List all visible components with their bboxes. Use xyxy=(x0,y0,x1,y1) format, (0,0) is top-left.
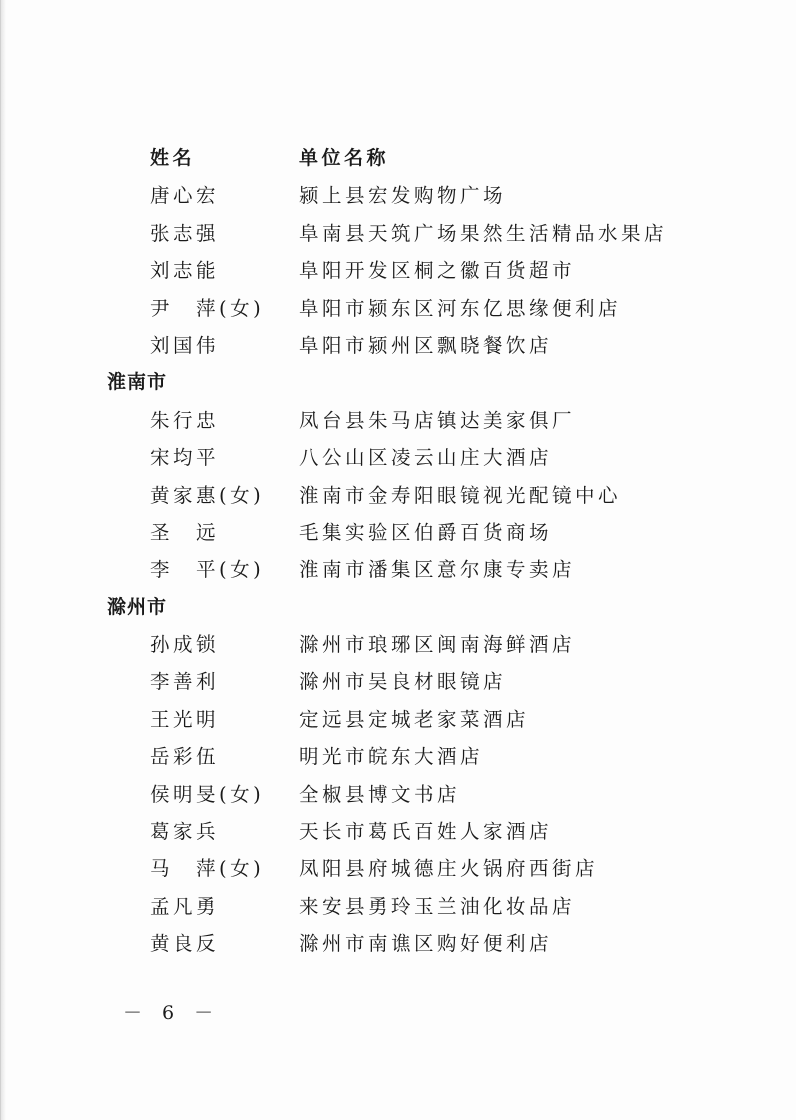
unit-name: 毛集实验区伯爵百货商场 xyxy=(299,520,553,544)
list-item xyxy=(1,925,796,962)
name-list xyxy=(1,140,796,963)
unit-name: 八公山区凌云山庄大酒店 xyxy=(299,446,553,470)
unit-column-header: 单位名称 xyxy=(299,147,390,169)
city-heading: 滁州市 xyxy=(107,595,168,618)
unit-name: 阜阳市颍州区飘晓餐饮店 xyxy=(299,333,553,357)
person-name: 黄家惠(女) xyxy=(150,483,265,507)
unit-name: 滁州市南谯区购好便利店 xyxy=(299,932,553,956)
list-item xyxy=(1,402,796,439)
table-header xyxy=(1,140,796,177)
unit-name: 淮南市金寿阳眼镜视光配镜中心 xyxy=(299,483,622,507)
list-item xyxy=(1,327,796,364)
unit-name: 阜阳市颍东区河东亿思缘便利店 xyxy=(299,296,622,320)
unit-name: 阜南县天筑广场果然生活精品水果店 xyxy=(299,221,668,245)
person-name: 马 萍(女) xyxy=(150,857,265,881)
person-name: 朱行忠 xyxy=(150,408,220,432)
person-name: 孙成锁 xyxy=(150,633,220,657)
person-name: 黄良反 xyxy=(150,932,220,956)
list-item xyxy=(1,290,796,327)
list-item xyxy=(1,514,796,551)
page-number: － 6 － xyxy=(123,1002,221,1024)
person-name: 刘志能 xyxy=(150,259,220,283)
person-name: 唐心宏 xyxy=(150,184,220,208)
list-item xyxy=(1,626,796,663)
unit-name: 颍上县宏发购物广场 xyxy=(299,184,507,208)
city-heading: 淮南市 xyxy=(107,371,168,394)
unit-name: 淮南市潘集区意尔康专卖店 xyxy=(299,558,576,582)
person-name: 李 平(女) xyxy=(150,558,265,582)
list-item xyxy=(1,776,796,813)
list-item xyxy=(1,439,796,476)
list-item xyxy=(1,252,796,289)
list-item xyxy=(1,477,796,514)
unit-name: 来安县勇玲玉兰油化妆品店 xyxy=(299,894,576,918)
list-item xyxy=(1,215,796,252)
person-name: 宋均平 xyxy=(150,446,220,470)
unit-name: 滁州市琅琊区闽南海鲜酒店 xyxy=(299,633,576,657)
list-item xyxy=(1,177,796,214)
city-heading-row xyxy=(1,589,796,626)
person-name: 尹 萍(女) xyxy=(150,296,265,320)
list-item xyxy=(1,850,796,887)
person-name: 张志强 xyxy=(150,221,220,245)
list-item xyxy=(1,551,796,588)
unit-name: 明光市皖东大酒店 xyxy=(299,745,484,769)
person-name: 圣 远 xyxy=(150,520,220,544)
name-column-header: 姓名 xyxy=(150,147,196,169)
list-item xyxy=(1,738,796,775)
unit-name: 天长市葛氏百姓人家酒店 xyxy=(299,820,553,844)
person-name: 岳彩伍 xyxy=(150,745,220,769)
unit-name: 滁州市吴良材眼镜店 xyxy=(299,670,507,694)
unit-name: 全椒县博文书店 xyxy=(299,782,461,806)
person-name: 李善利 xyxy=(150,670,220,694)
list-item xyxy=(1,663,796,700)
city-heading-row xyxy=(1,364,796,401)
person-name: 王光明 xyxy=(150,707,220,731)
list-item xyxy=(1,813,796,850)
unit-name: 阜阳开发区桐之徽百货超市 xyxy=(299,259,576,283)
person-name: 刘国伟 xyxy=(150,333,220,357)
list-item xyxy=(1,888,796,925)
unit-name: 定远县定城老家菜酒店 xyxy=(299,707,530,731)
unit-name: 凤阳县府城德庄火锅府西街店 xyxy=(299,857,599,881)
unit-name: 凤台县朱马店镇达美家俱厂 xyxy=(299,408,576,432)
list-item xyxy=(1,701,796,738)
person-name: 侯明旻(女) xyxy=(150,782,265,806)
person-name: 孟凡勇 xyxy=(150,894,220,918)
person-name: 葛家兵 xyxy=(150,820,220,844)
